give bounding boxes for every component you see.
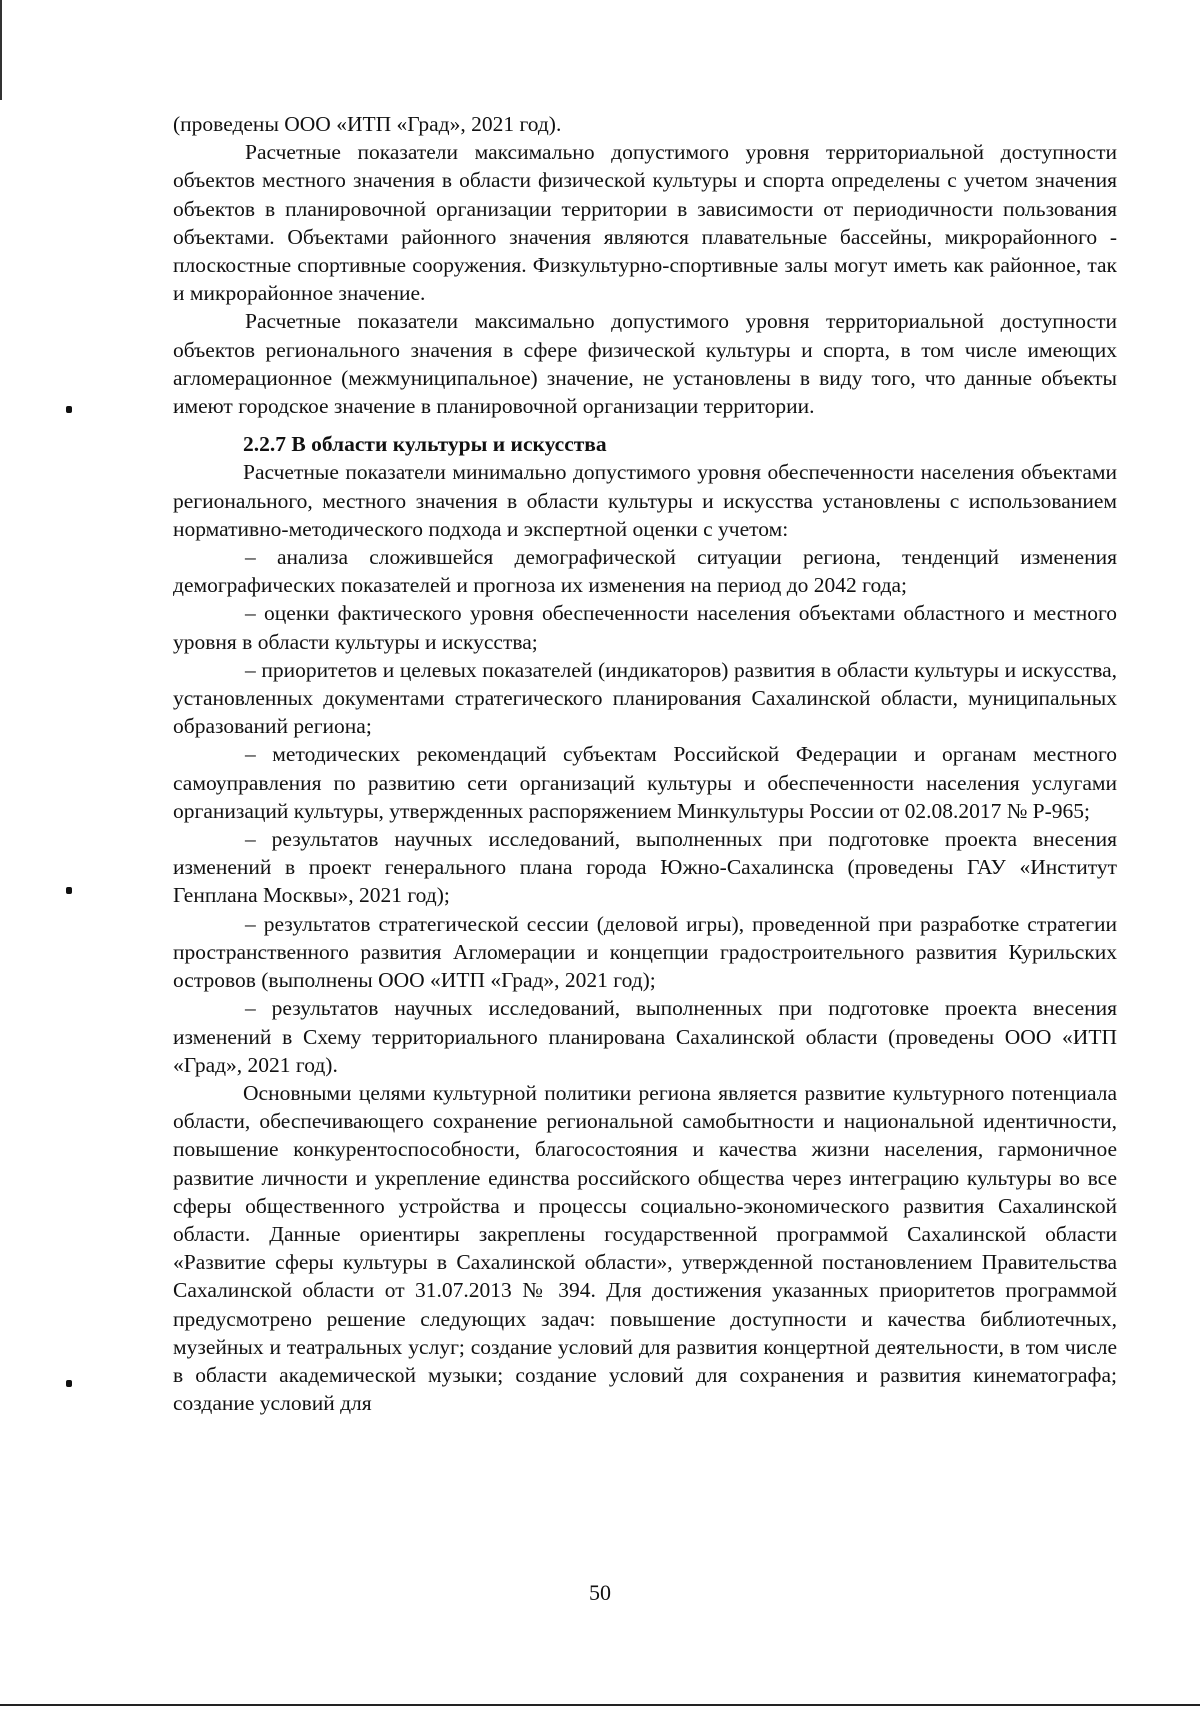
scan-edge-bottom bbox=[0, 1704, 1200, 1706]
paragraph-culture-policy: Основными целями культурной политики региона является развитие культурного потенциала области, обеспечивающего сохранение региональной самобытности и национальной идентичности, повышение конкурентоспособности, благосостояния и качества жизни населения, гармоничное развитие личности и укрепление единства российского общества через интеграцию культуры во все сферы общественного устройства и процессы социально-экономического развития Сахалинской области. Данные ориентиры закреплены государственной программой Сахалинской области «Развитие сферы культуры в Сахалинской области», утвержденной постановлением Правительства Сахалинской области от 31.07.2013 № 394. Для достижения указанных приоритетов программой предусмотрено решение следующих задач: повышение доступности и качества библиотечных, музейных и театральных услуг; создание условий для развития концертной деятельности, в том числе в области академической музыки; создание условий для сохранения и развития кинематографа; создание условий для bbox=[173, 1080, 1117, 1416]
section-heading: 2.2.7 В области культуры и искусства bbox=[243, 432, 607, 457]
scan-edge-left bbox=[0, 0, 2, 100]
section-intro: Расчетные показатели минимально допустимого уровня обеспеченности населения объектами регионального, местного значения в области культуры и искусства установлены с использованием нормативно-методического подхода и экспертной оценки с учетом: bbox=[173, 460, 1117, 541]
continuation-line: (проведены ООО «ИТП «Град», 2021 год). bbox=[173, 112, 562, 136]
list-item: – приоритетов и целевых показателей (индикаторов) развития в области культуры и искусства, установленных документами стратегического планирования Сахалинской области, муниципальных образований региона; bbox=[173, 657, 1117, 739]
list-item: – методических рекомендаций субъектам Российской Федерации и органам местного самоуправления по развитию сети организаций культуры и обеспеченности населения услугами организаций культуры, утвержденных распоряжением Минкультуры России от 02.08.2017 № Р-965; bbox=[173, 742, 1117, 823]
document-body bbox=[173, 110, 1117, 1417]
list-item: – оценки фактического уровня обеспеченности населения объектами областного и местного уровня в области культуры и искусства; bbox=[173, 601, 1117, 654]
list-item: – анализа сложившейся демографической ситуации региона, тенденций изменения демографических показателей и прогноза их изменения на период до 2042 года; bbox=[173, 545, 1117, 598]
list-item: – результатов научных исследований, выполненных при подготовке проекта внесения изменений в проект генерального плана города Южно-Сахалинска (проведены ГАУ «Институт Генплана Москвы», 2021 год); bbox=[173, 827, 1117, 908]
paragraph-local-sport: Расчетные показатели максимально допустимого уровня территориальной доступности объектов местного значения в области физической культуры и спорта определены с учетом значения объектов в планировочной организации территории в зависимости от периодичности пользования объектами. Объектами районного значения являются плавательные бассейны, микрорайонного - плоскостные спортивные сооружения. Физкультурно-спортивные залы могут иметь как районное, так и микрорайонное значение. bbox=[173, 140, 1117, 306]
punch-hole-mark bbox=[66, 1380, 72, 1387]
list-item: – результатов научных исследований, выполненных при подготовке проекта внесения изменений в Схему территориального планирована Сахалинской области (проведены ООО «ИТП «Град», 2021 год). bbox=[173, 996, 1117, 1077]
list-item: – результатов стратегической сессии (деловой игры), проведенной при разработке стратегии пространственного развития Агломерации и концепции градостроительного развития Курильских островов (выполнены ООО «ИТП «Град», 2021 год); bbox=[173, 911, 1117, 993]
paragraph-regional-sport: Расчетные показатели максимально допустимого уровня территориальной доступности объектов регионального значения в сфере физической культуры и спорта, в том числе имеющих агломерационное (межмуниципальное) значение, не установлены в виду того, что данные объекты имеют городское значение в планировочной организации территории. bbox=[173, 309, 1117, 419]
punch-hole-mark bbox=[66, 406, 72, 413]
page-number: 50 bbox=[589, 1580, 611, 1605]
punch-hole-mark bbox=[66, 887, 72, 894]
